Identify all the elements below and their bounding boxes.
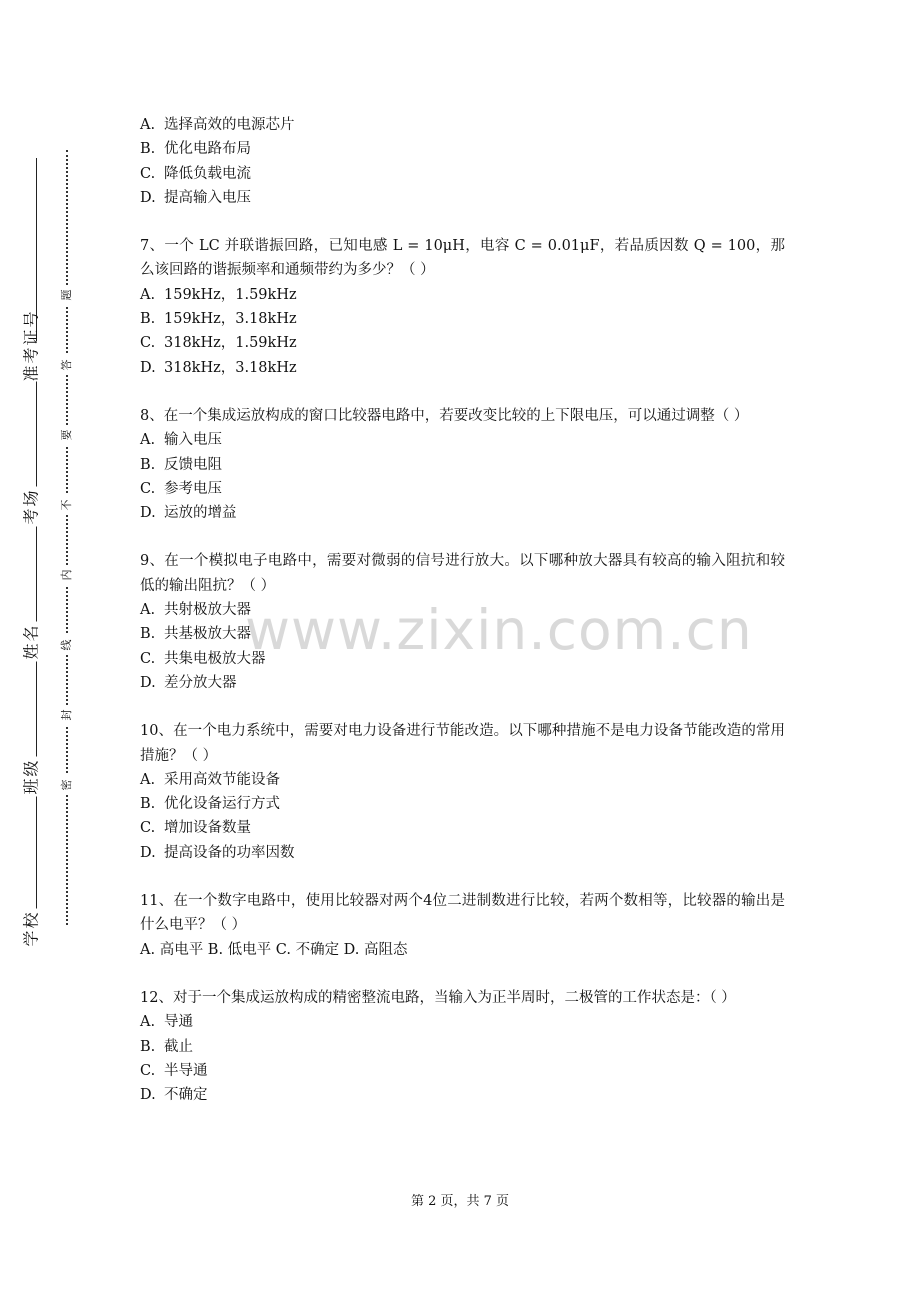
question-stem: 10、在一个电力系统中，需要对电力设备进行节能改造。以下哪种措施不是电力设备节能改造的常用措施？（ ） <box>140 723 785 764</box>
option: C. 共集电极放大器 <box>140 650 266 667</box>
question-stem: 12、对于一个集成运放构成的精密整流电路，当输入为正半周时，二极管的工作状态是：（ ） <box>140 989 736 1006</box>
option: D. 提高设备的功率因数 <box>140 844 295 861</box>
option: B. 优化设备运行方式 <box>140 796 280 813</box>
option: A. 159kHz，1.59kHz <box>140 286 297 303</box>
option: B. 159kHz，3.18kHz <box>140 311 297 328</box>
question-stem: 11、在一个数字电路中，使用比较器对两个4位二进制数进行比较，若两个数相等，比较器的输出是什么电平？（ ） <box>140 893 785 934</box>
option: D. 运放的增益 <box>140 505 237 522</box>
option: B. 共基极放大器 <box>140 626 251 643</box>
inline-options: A. 高电平 B. 低电平 C. 不确定 D. 高阻态 <box>140 941 408 958</box>
option: D. 318kHz，3.18kHz <box>140 359 297 376</box>
option: B. 截止 <box>140 1038 193 1055</box>
seal-char: 不 <box>60 495 74 515</box>
field-class-label: 班级 <box>19 757 42 797</box>
seal-char: 题 <box>60 285 74 305</box>
option: A. 输入电压 <box>140 432 222 449</box>
option: D. 提高输入电压 <box>140 189 251 206</box>
question-7 <box>140 234 785 380</box>
option: D. 差分放大器 <box>140 674 237 691</box>
field-school-label: 学校 <box>19 909 42 949</box>
option: D. 不确定 <box>140 1087 208 1104</box>
option: C. 增加设备数量 <box>140 820 251 837</box>
option: A. 共射极放大器 <box>140 602 251 619</box>
option: C. 参考电压 <box>140 480 222 497</box>
option: B. 优化电路布局 <box>140 141 251 158</box>
question-11 <box>140 889 785 962</box>
seal-char: 封 <box>60 705 74 725</box>
field-exam-id-label: 准考证号 <box>19 342 42 382</box>
field-exam-room-label: 考场 <box>19 487 42 527</box>
question-8 <box>140 404 785 525</box>
seal-char: 线 <box>60 635 74 655</box>
option: A. 导通 <box>140 1014 193 1031</box>
seal-char: 要 <box>60 425 74 445</box>
option: C. 318kHz，1.59kHz <box>140 335 297 352</box>
seal-char: 答 <box>60 355 74 375</box>
binding-line-dotted <box>66 150 68 925</box>
watermark: www.zixin.com.cn <box>245 598 753 662</box>
question-12 <box>140 986 785 1107</box>
question-10 <box>140 719 785 865</box>
option: C. 半导通 <box>140 1062 208 1079</box>
field-name-label: 姓名 <box>19 622 42 662</box>
question-6-options <box>140 113 785 210</box>
question-stem: 8、在一个集成运放构成的窗口比较器电路中，若要改变比较的上下限电压，可以通过调整（ ） <box>140 407 749 424</box>
option: A. 采用高效节能设备 <box>140 771 280 788</box>
option: B. 反馈电阻 <box>140 456 222 473</box>
question-stem: 7、一个 LC 并联谐振回路，已知电感 L = 10μH，电容 C = 0.01μF，若品质因数 Q = 100，那么该回路的谐振频率和通频带约为多少？（ ） <box>140 238 785 279</box>
question-stem: 9、在一个模拟电子电路中，需要对微弱的信号进行放大。以下哪种放大器具有较高的输入阻抗和较低的输出阻抗？（ ） <box>140 553 785 594</box>
seal-char: 密 <box>60 775 74 795</box>
binding-line-solid <box>36 158 37 928</box>
option: C. 降低负载电流 <box>140 165 251 182</box>
option: A. 选择高效的电源芯片 <box>140 117 295 133</box>
seal-char: 内 <box>60 565 74 585</box>
page-footer: 第 2 页，共 7 页 <box>410 1194 510 1209</box>
question-9 <box>140 549 785 695</box>
question-list <box>140 113 785 1131</box>
